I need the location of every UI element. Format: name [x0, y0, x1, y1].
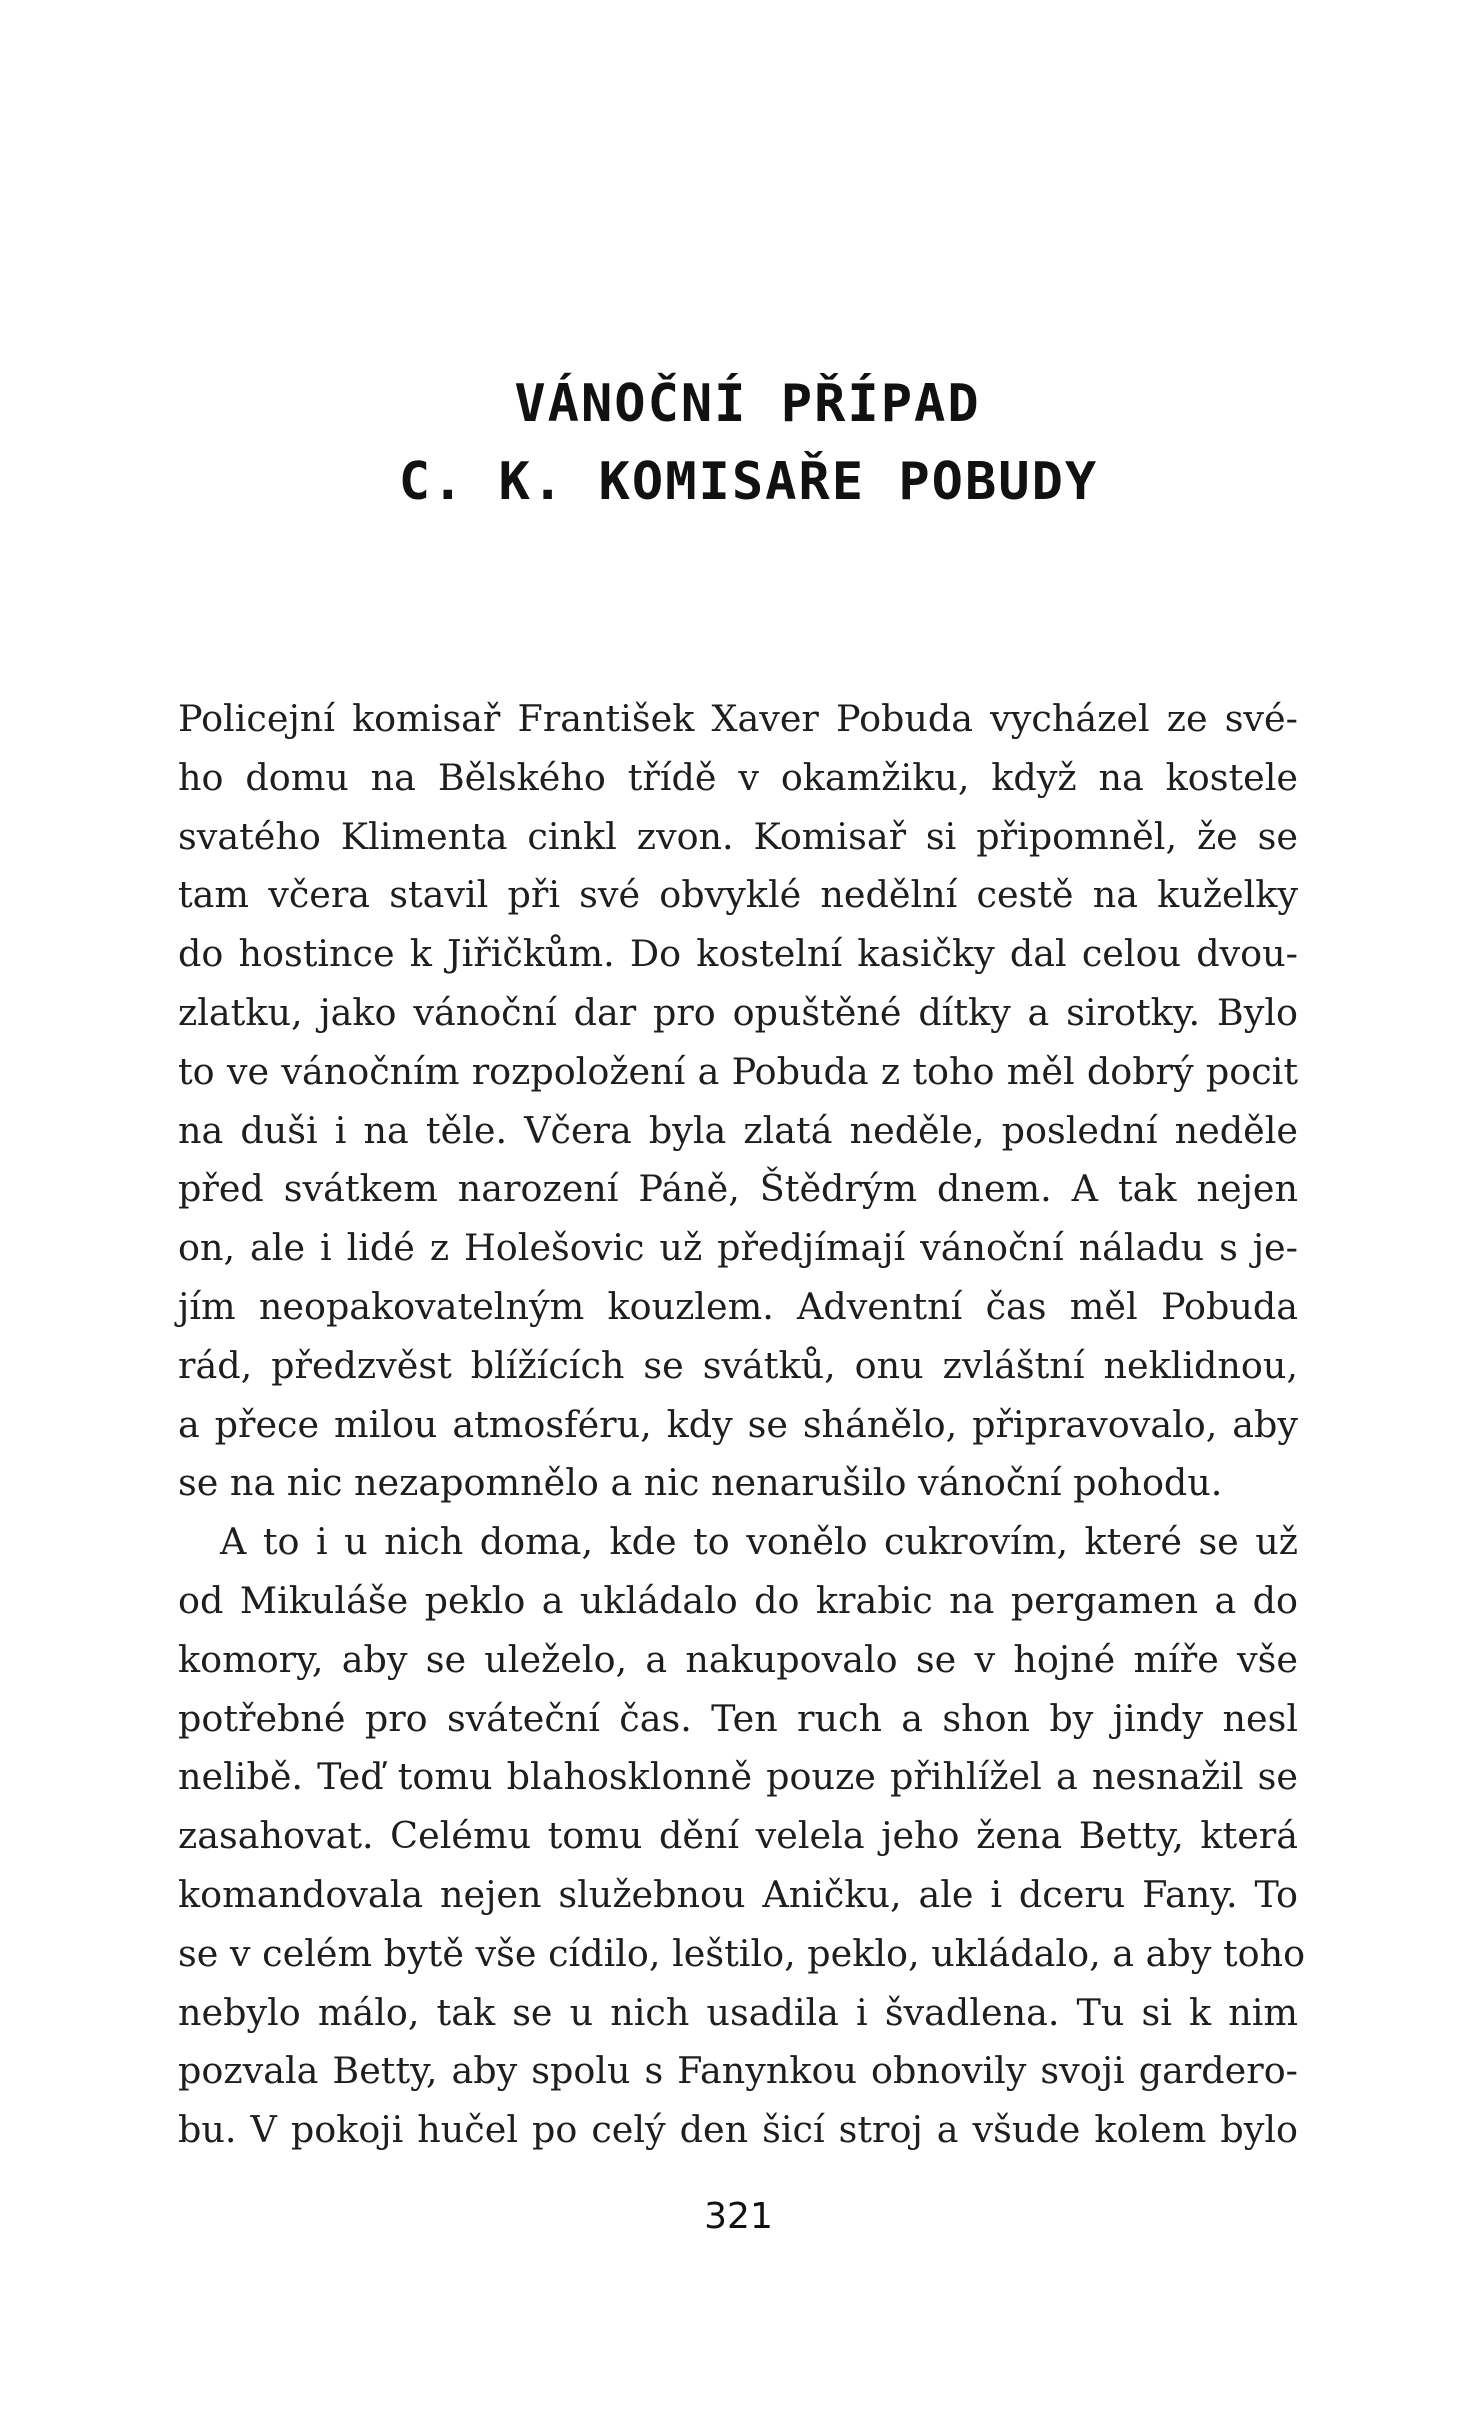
text-line: na duši i na těle. Včera byla zlatá neděle, poslední neděle	[178, 1108, 1298, 1152]
text-line: se na nic nezapomnělo a nic nenarušilo vánoční pohodu.	[178, 1461, 1223, 1505]
text-line: zasahovat. Celému tomu dění velela jeho žena Betty, která	[178, 1814, 1298, 1858]
text-line: od Mikuláše peklo a ukládalo do krabic na pergamen a do	[178, 1578, 1298, 1622]
text-line: svatého Klimenta cinkl zvon. Komisař si připomněl, že se	[178, 814, 1298, 858]
chapter-title	[0, 365, 1477, 521]
text-line: Policejní komisař František Xaver Pobuda vycházel ze své-	[178, 697, 1298, 740]
text-line: A to i u nich doma, kde to vonělo cukrovím, které se už	[220, 1520, 1298, 1564]
text-line: komandovala nejen služebnou Aničku, ale i dceru Fany. To	[178, 1872, 1298, 1916]
paragraph-1	[178, 690, 1298, 1513]
page-number: 321	[704, 2196, 773, 2237]
chapter-title-line-1: VÁNOČNÍ PŘÍPAD	[514, 373, 981, 434]
text-line: ho domu na Bělského třídě v okamžiku, když na kostele	[178, 755, 1298, 799]
text-line: jím neopakovatelným kouzlem. Adventní čas měl Pobuda	[178, 1284, 1298, 1328]
text-line: do hostince k Jiřičkům. Do kostelní kasičky dal celou dvou-	[178, 932, 1298, 976]
chapter-title-line-2: C. K. KOMISAŘE POBUDY	[398, 451, 1099, 512]
body-text	[178, 690, 1306, 2160]
paragraph-2	[178, 1513, 1306, 2160]
text-line: potřebné pro sváteční čas. Ten ruch a shon by jindy nesl	[178, 1696, 1298, 1740]
text-line: tam včera stavil při své obvyklé nedělní cestě na kuželky	[178, 873, 1298, 917]
text-line: a přece milou atmosféru, kdy se shánělo, připravovalo, aby	[178, 1402, 1298, 1446]
text-line: bu. V pokoji hučel po celý den šicí stroj a všude kolem bylo	[178, 2108, 1298, 2152]
text-line: rád, předzvěst blížících se svátků, onu zvláštní neklidnou,	[178, 1343, 1298, 1387]
text-line: nelibě. Teď tomu blahosklonně pouze přihlížel a nesnažil se	[178, 1755, 1298, 1799]
text-line: se v celém bytě vše cídilo, leštilo, peklo, ukládalo, a aby toho	[178, 1931, 1306, 1975]
text-line: to ve vánočním rozpoložení a Pobuda z toho měl dobrý pocit	[178, 1049, 1298, 1093]
text-line: pozvala Betty, aby spolu s Fanynkou obnovily svoji gardero-	[178, 2049, 1298, 2093]
text-line: on, ale i lidé z Holešovic už předjímají vánoční náladu s je-	[178, 1226, 1298, 1270]
text-line: komory, aby se uleželo, a nakupovalo se v hojné míře vše	[178, 1637, 1298, 1681]
text-line: nebylo málo, tak se u nich usadila i švadlena. Tu si k nim	[178, 1990, 1298, 2034]
text-line: před svátkem narození Páně, Štědrým dnem. A tak nejen	[178, 1167, 1298, 1211]
text-line: zlatku, jako vánoční dar pro opuštěné dítky a sirotky. Bylo	[178, 990, 1298, 1034]
